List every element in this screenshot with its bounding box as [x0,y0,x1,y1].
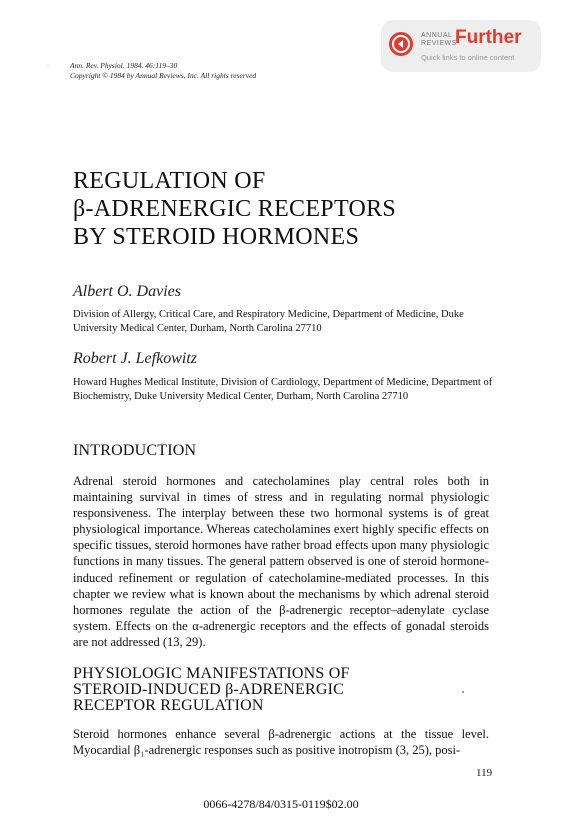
author-name-2: Robert J. Lefkowitz [73,350,197,367]
badge-further-text: Further [455,27,522,48]
badge-reviews-text: REVIEWS [421,40,457,47]
section-text-physiologic: Steroid hormones enhance several β-adrenergic actions at the tissue level. Myocardial β₁-adrenergic responses such as positive inotropism (3, 25), posi- [73,727,489,758]
journal-copyright: Copyright © 1984 by Annual Reviews, Inc. All rights reserved [70,71,257,80]
annual-reviews-further-badge[interactable] [381,20,541,72]
heading-line-3: RECEPTOR REGULATION [73,697,264,714]
article-title [73,167,396,251]
title-line-1: REGULATION OF [73,168,266,194]
author-name-1: Albert O. Davies [73,283,181,300]
journal-citation: Ann. Rev. Physiol. 1984. 46:119–30 [70,61,178,70]
badge-annual-text: ANNUAL [421,32,453,39]
heading-line-1: PHYSIOLOGIC MANIFESTATIONS OF [73,665,350,682]
section-heading-physiologic [73,666,350,714]
article-code: 0066-4278/84/0315-0119$02.00 [203,797,359,811]
badge-subtitle: Quick links to online content [421,53,515,62]
author-affiliation-1: Division of Allergy, Critical Care, and Respiratory Medicine, Department of Medicine, Duke University Medical Center, Durham, North Carolina 27710 [73,309,464,334]
section-text-introduction: Adrenal steroid hormones and catecholamines play central roles both in maintaining survival in times of stress and in regulating normal physiologic responsiveness. The interplay between these two hormonal systems is of great physiological importance. Whereas catecholamines exert highly specific effects on specific tissues, steroid hormones have rather broad effects upon many physiologic functions in many tissues. The general pattern observed is one of steroid hormone-induced refinement or regulation of catecholamine-mediated processes. In this chapter we review what is known about the mechanisms by which adrenal steroid hormones regulate the action of the β-adrenergic receptor–adenylate cyclase system. Effects on the α-adrenergic receptors and the effects of gonadal steroids are not addressed (13, 29). [73,474,489,649]
journal-header [70,61,256,81]
title-line-3: BY STEROID HORMONES [73,224,360,250]
section-heading-introduction: INTRODUCTION [73,442,197,459]
page-number: 119 [476,767,493,779]
author-affiliation-2: Howard Hughes Medical Institute, Division of Cardiology, Department of Medicine, Department of Biochemistry, Duke University Medical Center, Durham, North Carolina 27710 [73,377,493,402]
heading-line-2: STEROID-INDUCED β-ADRENERGIC [73,681,345,698]
scan-speck [462,691,464,693]
margin-mark: · [47,63,49,69]
play-icon [389,32,413,56]
title-line-2: β-ADRENERGIC RECEPTORS [73,196,397,222]
